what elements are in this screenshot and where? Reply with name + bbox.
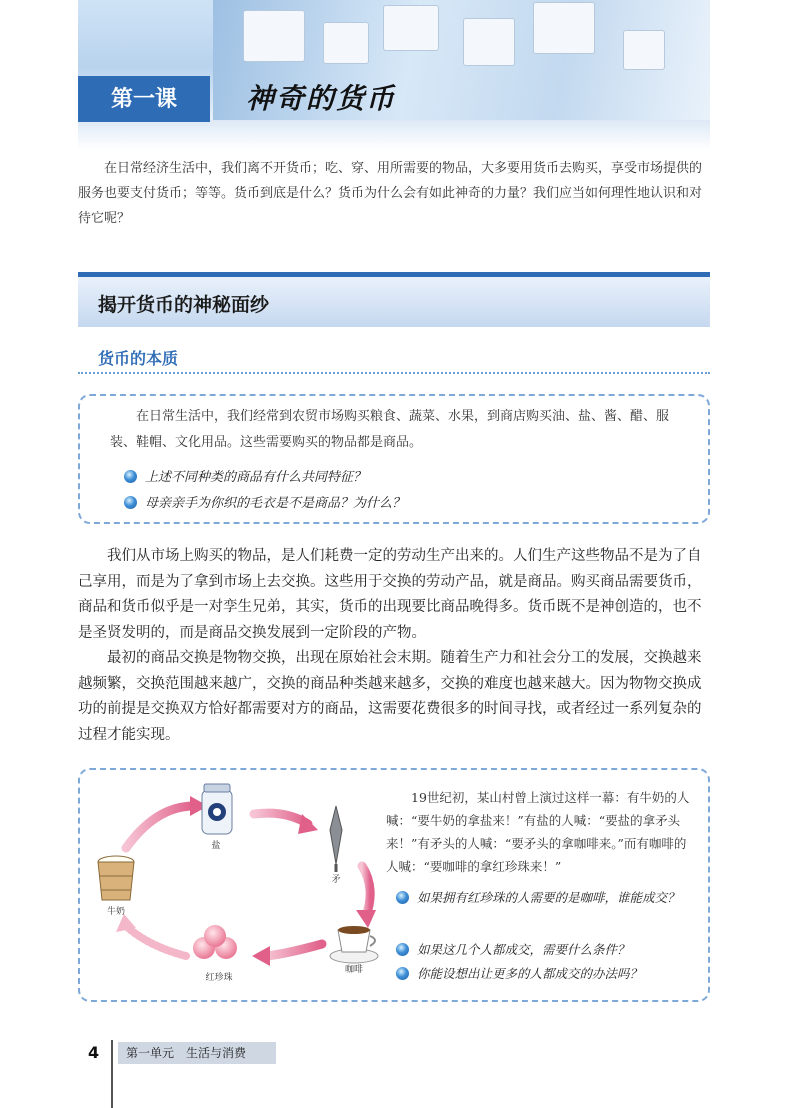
subsection-dotted-rule <box>78 372 710 374</box>
banner-fade <box>78 120 710 150</box>
arrow-milk-to-salt <box>126 806 194 848</box>
lesson-label: 第一课 <box>110 86 177 112</box>
box2-story: 19世纪初，某山村曾上演过这样一幕：有牛奶的人喊：“要牛奶的拿盐来！”有盐的人喊：“要盐的拿矛头来！”有矛头的人喊：“要矛头的拿咖啡来。”而有咖啡的人喊：“要咖啡的拿红珍珠来！” <box>386 790 690 874</box>
question-bullet-icon <box>124 470 137 483</box>
salt-jar-icon <box>202 784 232 834</box>
main-paragraph-2: 最初的商品交换是物物交换，出现在原始社会末期。随着生产力和社会分工的发展，交换越来越频繁，交换范围越来越广，交换的商品种类越来越多，交换的难度也越来越大。因为物物交换成功的前提是交换双方恰好都需要对方的商品，这需要花费很多的时间寻找，或者经过一系列复杂的过程才能实现。 <box>78 650 702 743</box>
question-bullet-icon <box>396 967 409 980</box>
lesson-title: 神奇的货币 <box>246 82 397 115</box>
spear-icon <box>330 806 342 872</box>
subsection-title: 货币的本质 <box>98 349 179 368</box>
box2-question-2: 如果这几个人都成交，需要什么条件？ <box>396 938 696 961</box>
box2-question-3: 你能设想出让更多的人都成交的办法吗？ <box>396 962 696 985</box>
arrow-salt-to-spear <box>254 813 308 824</box>
box1-question-1: 上述不同种类的商品有什么共同特征？ <box>124 466 366 485</box>
main-text <box>78 544 710 748</box>
unit-label: 第一单元 生活与消费 <box>118 1042 276 1064</box>
arrow-coffee-to-pearls <box>266 944 322 956</box>
label-coffee: 咖啡 <box>344 965 363 975</box>
section-title: 揭开货币的神秘面纱 <box>98 294 270 316</box>
arrow-pearls-to-milk <box>126 926 186 956</box>
red-pearls-icon <box>193 925 237 959</box>
footer-rule <box>111 1040 113 1108</box>
label-salt: 盐 <box>211 841 221 851</box>
label-red-pearls: 红珍珠 <box>205 973 233 983</box>
box1-text: 在日常生活中，我们经常到农贸市场购买粮食、蔬菜、水果，到商店购买油、盐、酱、醋、服装、鞋帽、文化用品。这些需要购买的物品都是商品。 <box>110 409 670 450</box>
label-milk: 牛奶 <box>106 907 125 917</box>
box2-question-1: 如果拥有红珍珠的人需要的是咖啡，谁能成交？ <box>396 886 696 909</box>
intro-paragraph: 在日常经济生活中，我们离不开货币；吃、穿、用所需要的物品，大多要用货币去购买，享受市场提供的服务也要支付货币；等等。货币到底是什么？货币为什么会有如此神奇的力量？我们应当如何理性地认识和对待它呢？ <box>78 161 703 226</box>
question-bullet-icon <box>396 943 409 956</box>
question-bullet-icon <box>396 891 409 904</box>
coffee-cup-icon <box>330 926 378 963</box>
main-paragraph-1: 我们从市场上购买的物品，是人们耗费一定的劳动生产出来的。人们生产这些物品不是为了自己享用，而是为了拿到市场上去交换。这些用于交换的劳动产品，就是商品。购买商品需要货币，商品和货币似乎是一对孪生兄弟，其实，货币的出现要比商品晚得多。货币既不是神创造的，也不是圣贤发明的，而是商品交换发展到一定阶段的产物。 <box>78 548 702 641</box>
page-number: 4 <box>88 1043 100 1062</box>
question-bullet-icon <box>124 496 137 509</box>
label-spear: 矛 <box>331 875 341 885</box>
milk-bucket-icon <box>98 856 134 900</box>
box1-question-2: 母亲亲手为你织的毛衣是不是商品？为什么？ <box>124 492 405 511</box>
arrow-spear-to-coffee <box>362 866 370 916</box>
